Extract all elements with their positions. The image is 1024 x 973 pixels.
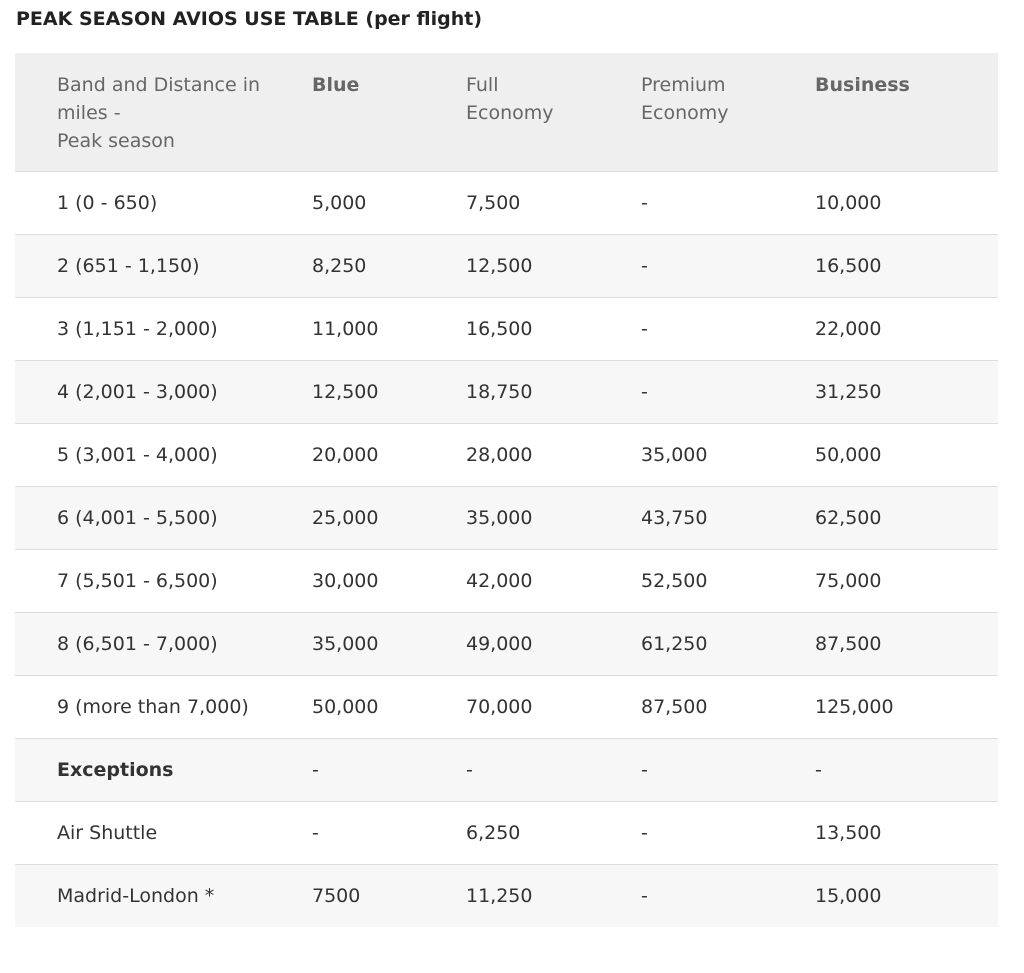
header-full-economy (466, 53, 641, 171)
business-cell: 13,500 (815, 801, 998, 864)
table-header (15, 53, 998, 171)
table-body (15, 171, 998, 927)
blue-cell: 11,000 (312, 297, 466, 360)
band-cell: 9 (more than 7,000) (15, 675, 312, 738)
table-row (15, 486, 998, 549)
band-cell: 3 (1,151 - 2,000) (15, 297, 312, 360)
table-row (15, 612, 998, 675)
premium-economy-cell: 35,000 (641, 423, 815, 486)
premium-economy-cell: - (641, 864, 815, 927)
premium-economy-cell: 87,500 (641, 675, 815, 738)
table-row (15, 297, 998, 360)
header-text-line: Economy (641, 102, 729, 124)
band-cell: Exceptions (15, 738, 312, 801)
premium-economy-cell: - (641, 234, 815, 297)
band-cell: 6 (4,001 - 5,500) (15, 486, 312, 549)
premium-economy-cell: - (641, 738, 815, 801)
table-row (15, 738, 998, 801)
premium-economy-cell: - (641, 171, 815, 234)
full-economy-cell: - (466, 738, 641, 801)
header-text-line: Full (466, 74, 499, 96)
header-text-line: miles - (57, 102, 121, 124)
business-cell: 10,000 (815, 171, 998, 234)
table-header-row (15, 53, 998, 171)
header-text-line: Peak season (57, 130, 175, 152)
table-row (15, 423, 998, 486)
header-text-line: Blue (312, 74, 360, 96)
blue-cell: 50,000 (312, 675, 466, 738)
premium-economy-cell: 52,500 (641, 549, 815, 612)
full-economy-cell: 18,750 (466, 360, 641, 423)
header-band-distance (15, 53, 312, 171)
full-economy-cell: 35,000 (466, 486, 641, 549)
business-cell: 50,000 (815, 423, 998, 486)
business-cell: 15,000 (815, 864, 998, 927)
business-cell: 75,000 (815, 549, 998, 612)
table-row (15, 801, 998, 864)
blue-cell: 8,250 (312, 234, 466, 297)
header-premium-economy (641, 53, 815, 171)
premium-economy-cell: - (641, 360, 815, 423)
full-economy-cell: 70,000 (466, 675, 641, 738)
blue-cell: 12,500 (312, 360, 466, 423)
premium-economy-cell: - (641, 801, 815, 864)
full-economy-cell: 12,500 (466, 234, 641, 297)
premium-economy-cell: - (641, 297, 815, 360)
avios-use-table (15, 53, 998, 927)
business-cell: - (815, 738, 998, 801)
full-economy-cell: 6,250 (466, 801, 641, 864)
band-cell: 5 (3,001 - 4,000) (15, 423, 312, 486)
table-row (15, 675, 998, 738)
header-text-line: Economy (466, 102, 554, 124)
blue-cell: - (312, 738, 466, 801)
blue-cell: 20,000 (312, 423, 466, 486)
blue-cell: 30,000 (312, 549, 466, 612)
band-cell: Air Shuttle (15, 801, 312, 864)
header-text-line: Business (815, 74, 910, 96)
full-economy-cell: 11,250 (466, 864, 641, 927)
blue-cell: 7500 (312, 864, 466, 927)
business-cell: 16,500 (815, 234, 998, 297)
page-title: PEAK SEASON AVIOS USE TABLE (per flight) (16, 8, 483, 30)
business-cell: 125,000 (815, 675, 998, 738)
business-cell: 31,250 (815, 360, 998, 423)
full-economy-cell: 16,500 (466, 297, 641, 360)
band-cell: 8 (6,501 - 7,000) (15, 612, 312, 675)
header-text-line: Band and Distance in (57, 74, 261, 96)
business-cell: 22,000 (815, 297, 998, 360)
table-row (15, 864, 998, 927)
band-cell: Madrid-London * (15, 864, 312, 927)
full-economy-cell: 28,000 (466, 423, 641, 486)
band-cell: 2 (651 - 1,150) (15, 234, 312, 297)
header-text-line: Premium (641, 74, 726, 96)
full-economy-cell: 49,000 (466, 612, 641, 675)
business-cell: 62,500 (815, 486, 998, 549)
table-row (15, 360, 998, 423)
premium-economy-cell: 43,750 (641, 486, 815, 549)
full-economy-cell: 42,000 (466, 549, 641, 612)
band-cell: 1 (0 - 650) (15, 171, 312, 234)
table-row (15, 234, 998, 297)
table-row (15, 549, 998, 612)
table-row (15, 171, 998, 234)
business-cell: 87,500 (815, 612, 998, 675)
premium-economy-cell: 61,250 (641, 612, 815, 675)
full-economy-cell: 7,500 (466, 171, 641, 234)
header-blue (312, 53, 466, 171)
header-business (815, 53, 998, 171)
blue-cell: - (312, 801, 466, 864)
blue-cell: 35,000 (312, 612, 466, 675)
blue-cell: 25,000 (312, 486, 466, 549)
band-cell: 7 (5,501 - 6,500) (15, 549, 312, 612)
blue-cell: 5,000 (312, 171, 466, 234)
band-cell: 4 (2,001 - 3,000) (15, 360, 312, 423)
